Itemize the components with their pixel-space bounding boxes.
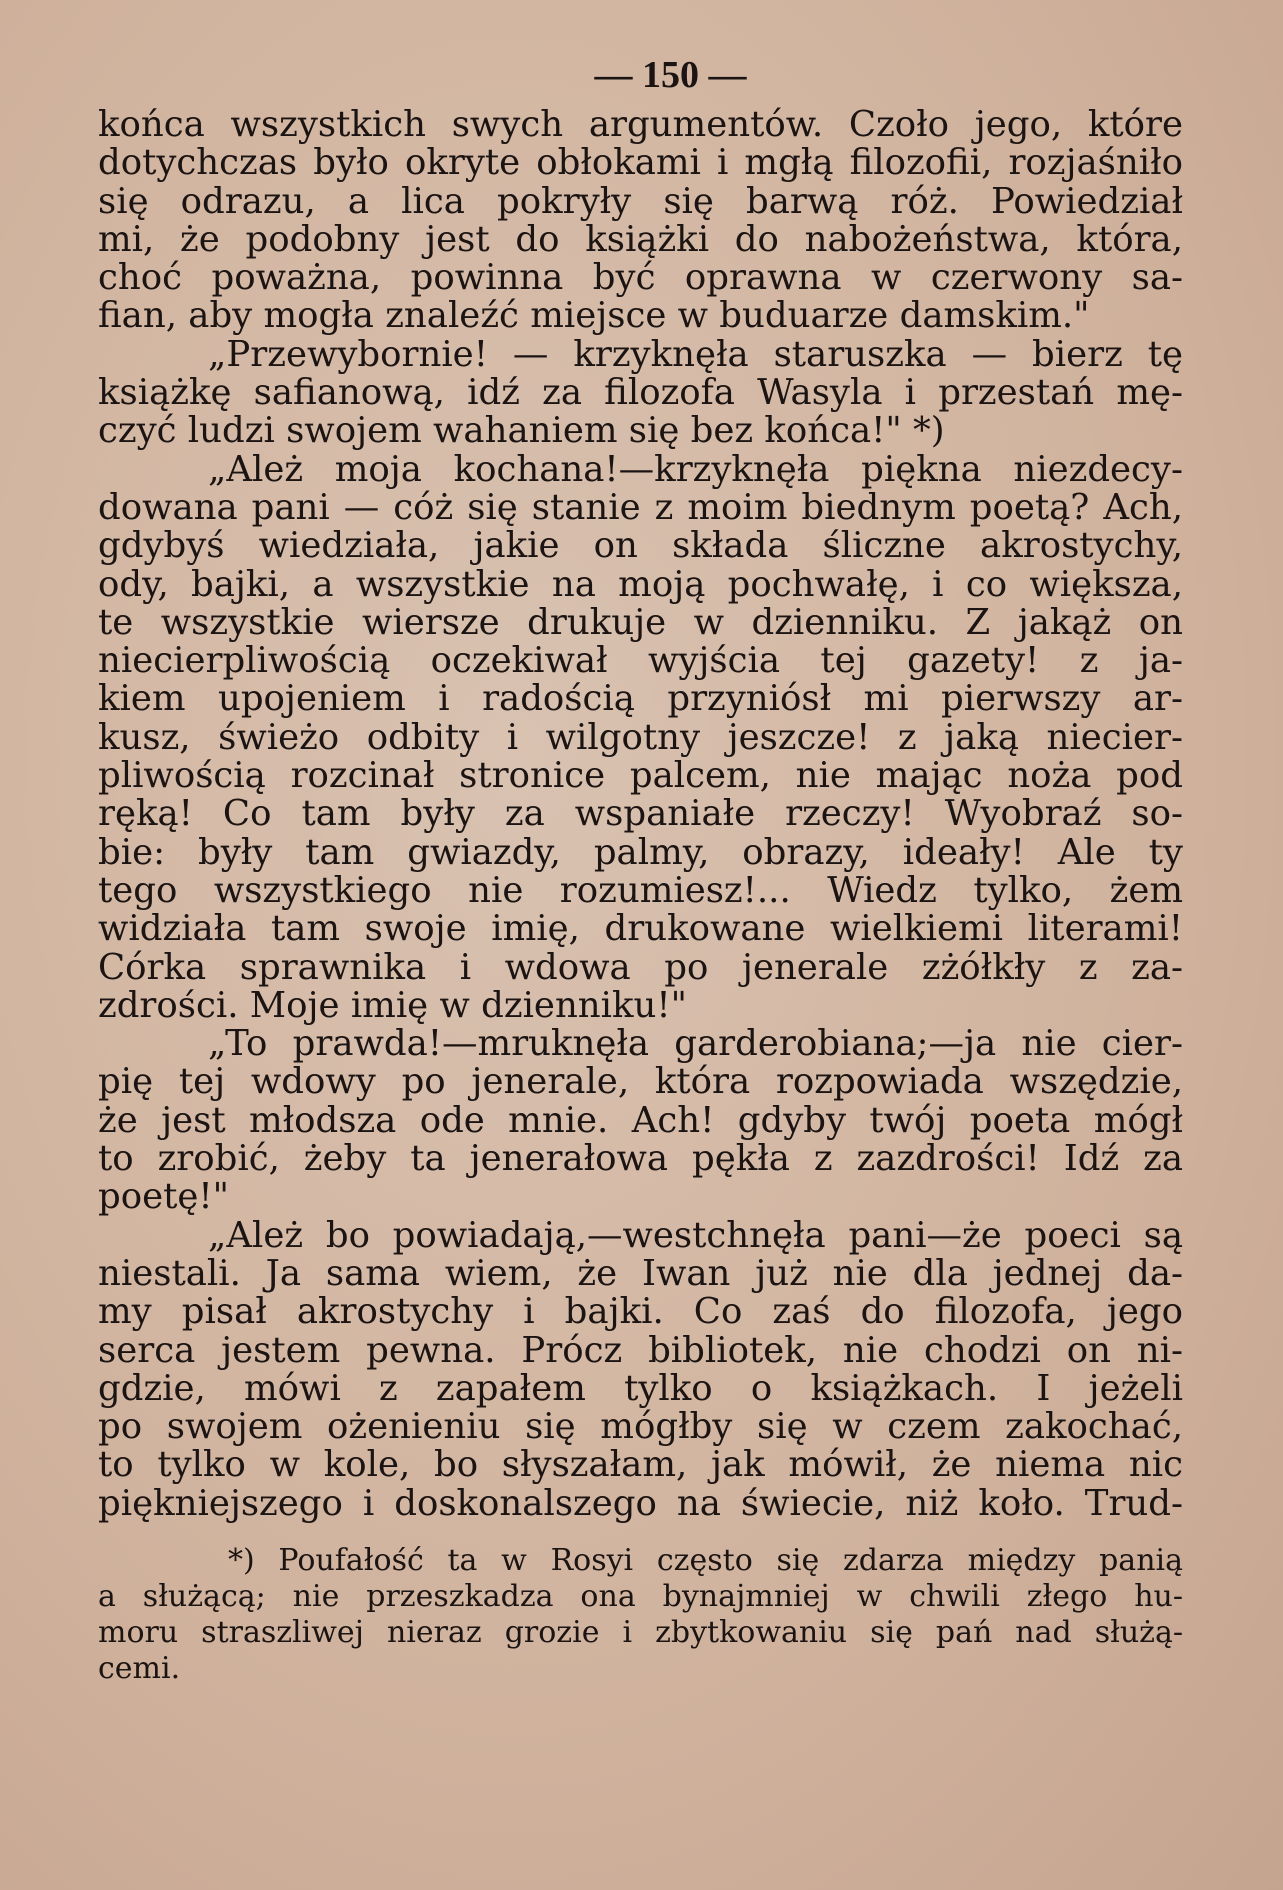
footnotes bbox=[98, 1543, 1183, 1687]
text-line: dotychczas było okryte obłokami i mgłą filozofii, rozjaśniło bbox=[98, 142, 1183, 184]
text-line: niestali. Ja sama wiem, że Iwan już nie dla jednej da- bbox=[98, 1252, 1183, 1294]
text-line: pię tej wdowy po jenerale, która rozpowiada wszędzie, bbox=[98, 1061, 1183, 1103]
text-line: fian, aby mogła znaleźć miejsce w buduarze damskim." bbox=[98, 295, 1090, 337]
text-line: po swojem ożenieniu się mógłby się w czem zakochać, bbox=[98, 1406, 1183, 1448]
footnote-line: moru straszliwej nieraz grozie i zbytkowaniu się pań nad służą- bbox=[98, 1614, 1183, 1650]
text-line: choć poważna, powinna być oprawna w czerwony sa- bbox=[98, 257, 1183, 299]
text-line: że jest młodsza ode mnie. Ach! gdyby twój poeta mógł bbox=[98, 1099, 1183, 1141]
text-line: my pisał akrostychy i bajki. Co zaś do filozofa, jego bbox=[98, 1291, 1183, 1333]
text-line: niecierpliwością oczekiwał wyjścia tej gazety! z ja- bbox=[98, 640, 1183, 682]
book-page bbox=[98, 44, 1183, 1687]
text-line: tego wszystkiego nie rozumiesz!... Wiedz tylko, żem bbox=[98, 869, 1183, 911]
text-line: się odrazu, a lica pokryły się barwą róż. Powiedział bbox=[98, 180, 1183, 222]
footnote-line: cemi. bbox=[98, 1650, 181, 1686]
text-line: pliwością rozcinał stronice palcem, nie mając noża pod bbox=[98, 755, 1183, 797]
text-line: kusz, świeżo odbity i wilgotny jeszcze! z jaką niecier- bbox=[98, 716, 1183, 758]
text-line: „Przewybornie! — krzyknęła staruszka — bierz tę bbox=[208, 333, 1183, 375]
text-line: piękniejszego i doskonalszego na świecie, niż koło. Trud- bbox=[98, 1482, 1183, 1524]
footnote-line: a służącą; nie przeszkadza ona bynajmniej w chwili złego hu- bbox=[98, 1578, 1183, 1614]
text-line: końca wszystkich swych argumentów. Czoło jego, które bbox=[98, 104, 1183, 145]
footnote-line: *) Poufałość ta w Rosyi często się zdarza między panią bbox=[228, 1542, 1183, 1578]
text-line: „Ależ moja kochana!—krzyknęła piękna niezdecy- bbox=[208, 448, 1183, 490]
text-line: „To prawda!—mruknęła garderobiana;—ja nie cier- bbox=[208, 1023, 1183, 1065]
text-line: widziała tam swoje imię, drukowane wielkiemi literami! bbox=[98, 908, 1183, 950]
text-line: to zrobić, żeby ta jenerałowa pękła z zazdrości! Idź za bbox=[98, 1138, 1183, 1180]
text-line: to tylko w kole, bo słyszałam, jak mówił, że niema nic bbox=[98, 1444, 1183, 1486]
text-line: kiem upojeniem i radością przyniósł mi pierwszy ar- bbox=[98, 678, 1183, 720]
text-line: poetę!" bbox=[98, 1176, 229, 1218]
body-text bbox=[98, 106, 1183, 1523]
text-line: serca jestem pewna. Prócz bibliotek, nie chodzi on ni- bbox=[98, 1329, 1183, 1371]
text-line: dowana pani — cóż się stanie z moim biednym poetą? Ach, bbox=[98, 486, 1183, 528]
text-line: ręką! Co tam były za wspaniałe rzeczy! Wyobraź so- bbox=[98, 793, 1183, 835]
text-line: „Ależ bo powiadają,—westchnęła pani—że poeci są bbox=[208, 1214, 1183, 1256]
page-number: — 150 — bbox=[594, 54, 747, 96]
text-line: ody, bajki, a wszystkie na moją pochwałę, i co większa, bbox=[98, 563, 1183, 605]
text-line: te wszystkie wiersze drukuje w dzienniku. Z jakąż on bbox=[98, 601, 1183, 643]
text-line: gdzie, mówi z zapałem tylko o książkach. I jeżeli bbox=[98, 1367, 1183, 1409]
text-line: Córka sprawnika i wdowa po jenerale zżółkły z za- bbox=[98, 946, 1183, 988]
text-line: książkę safianową, idź za filozofa Wasyla i przestań mę- bbox=[98, 372, 1183, 414]
text-line: gdybyś wiedziała, jakie on składa śliczne akrostychy, bbox=[98, 525, 1183, 567]
text-line: czyć ludzi swojem wahaniem się bez końca!" *) bbox=[98, 410, 945, 452]
text-line: zdrości. Moje imię w dzienniku!" bbox=[98, 984, 687, 1026]
text-line: bie: były tam gwiazdy, palmy, obrazy, ideały! Ale ty bbox=[98, 831, 1183, 873]
text-line: mi, że podobny jest do książki do nabożeństwa, która, bbox=[98, 218, 1183, 260]
